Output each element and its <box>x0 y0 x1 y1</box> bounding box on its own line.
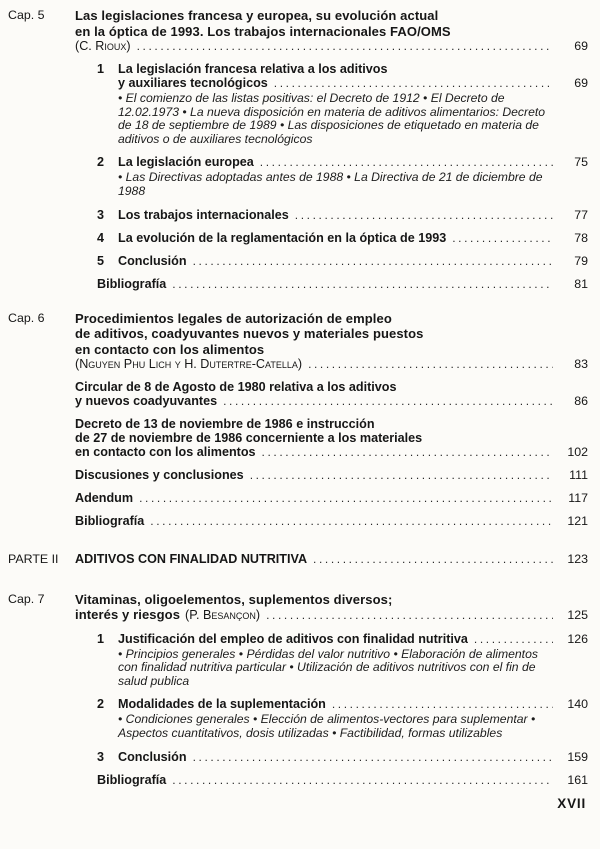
part-2-label: PARTE II <box>8 552 59 567</box>
chapter-5-author-row <box>75 39 588 53</box>
item-number: 3 <box>97 749 105 764</box>
page-number: 75 <box>574 155 588 170</box>
page-number: 81 <box>574 276 588 291</box>
chapter-7-title-line-1: Vitaminas, oligoelementos, suplementos diversos; <box>75 591 393 607</box>
toc-item <box>97 750 588 764</box>
item-number: 1 <box>97 62 105 76</box>
dot-leader <box>295 208 553 222</box>
item-label: Conclusión <box>118 253 187 268</box>
item-description: • Principios generales • Pérdidas del valor nutritivo • Elaboración de alimentos con finalidad nutritiva particular • Utilización de aditivos nutritivos con el fin de salud publica <box>118 646 538 688</box>
dot-leader <box>193 254 553 268</box>
item-label: Los trabajos internacionales <box>118 207 289 222</box>
page-number: 69 <box>574 76 588 90</box>
page-number: 69 <box>574 39 588 53</box>
dot-leader <box>150 514 553 528</box>
item-number: 3 <box>97 207 105 222</box>
part-2-title-row <box>75 552 588 566</box>
dot-leader <box>137 39 553 53</box>
item-description: • El comienzo de las listas positivas: el Decreto de 1912 • El Decreto de 12.02.1973 • La nueva disposición en materia de aditivos alimentarios: Decreto de 18 de septiembre de 1989 • Las disposiciones de etiquetado en materia de aditivos o de auxiliares tecnológicos <box>118 91 546 146</box>
part-2-section <box>8 552 588 568</box>
dot-leader <box>223 394 553 408</box>
dot-leader <box>474 632 553 646</box>
toc-item-bibliography <box>75 514 588 528</box>
dot-leader <box>172 277 553 291</box>
item-label: Conclusión <box>118 749 187 764</box>
page-number: 117 <box>568 491 588 506</box>
page-number: 78 <box>574 230 588 245</box>
chapter-6-author: (Nguyen Phu Lich y H. Dutertre-Catella) <box>75 357 303 372</box>
page-number: 102 <box>567 445 588 460</box>
toc-item <box>75 491 588 505</box>
dot-leader <box>262 445 553 459</box>
dot-leader <box>266 608 553 622</box>
page-folio: XVII <box>557 795 586 811</box>
chapter-7-label: Cap. 7 <box>8 591 45 606</box>
dot-leader <box>172 773 553 787</box>
dot-leader <box>332 697 553 711</box>
item-label-line: y auxiliares tecnológicos <box>118 76 268 90</box>
chapter-5-title-line-2: en la óptica de 1993. Los trabajos internacionales FAO/OMS <box>75 23 451 39</box>
chapter-5-section <box>8 8 588 291</box>
toc-item <box>75 380 588 408</box>
toc-item-bibliography <box>97 773 588 787</box>
item-number: 2 <box>97 697 105 712</box>
item-label: Adendum <box>75 491 134 506</box>
item-number: 4 <box>97 230 105 245</box>
chapter-7-author: (P. Besançon) <box>185 608 261 623</box>
item-label: Bibliografía <box>75 514 145 529</box>
chapter-5-title-line-1: Las legislaciones francesa y europea, su evolución actual <box>75 8 439 23</box>
item-description: • Las Directivas adoptadas antes de 1988 • La Directiva de 21 de diciembre de 1988 <box>118 170 543 198</box>
toc-item <box>75 417 588 459</box>
page-number: 126 <box>567 631 588 646</box>
chapter-7-title-line-2: interés y riesgos <box>75 607 181 623</box>
dot-leader <box>274 76 553 90</box>
chapter-5-author: (C. Rioux) <box>75 39 131 53</box>
item-label: Bibliografía <box>97 772 167 787</box>
item-label: Justificación del empleo de aditivos con finalidad nutritiva <box>118 631 468 646</box>
toc-item-bibliography <box>97 277 588 291</box>
page-number: 77 <box>574 207 588 222</box>
chapter-7-section <box>8 592 588 787</box>
item-label-line: de 27 de noviembre de 1986 concerniente a los materiales <box>75 431 423 446</box>
page-number: 121 <box>567 514 588 529</box>
dot-leader <box>452 231 553 245</box>
item-label: La legislación europea <box>118 155 254 170</box>
toc-item <box>97 697 588 740</box>
chapter-6-author-row <box>75 357 588 371</box>
chapter-6-label: Cap. 6 <box>8 310 45 325</box>
item-number: 1 <box>97 631 105 646</box>
item-label: Modalidades de la suplementación <box>118 697 326 712</box>
toc-item <box>97 254 588 268</box>
toc-item <box>75 468 588 482</box>
item-label-line: Decreto de 13 de noviembre de 1986 e instrucción <box>75 417 375 432</box>
item-label-line: en contacto con los alimentos <box>75 445 256 460</box>
dot-leader <box>139 491 553 505</box>
page-number: 140 <box>567 697 588 712</box>
item-label-line: La legislación francesa relativa a los aditivos <box>118 62 388 76</box>
item-number: 2 <box>97 155 105 170</box>
chapter-6-title-line-2: de aditivos, coadyuvantes nuevos y materiales puestos <box>75 326 424 342</box>
item-label-line: y nuevos coadyuvantes <box>75 394 218 409</box>
item-label-line: Circular de 8 de Agosto de 1980 relativa a los aditivos <box>75 380 397 395</box>
dot-leader <box>260 155 553 169</box>
item-number: 5 <box>97 253 105 268</box>
page-number: 123 <box>567 552 588 567</box>
page-number: 161 <box>567 772 588 787</box>
dot-leader <box>313 552 553 566</box>
dot-leader <box>250 468 553 482</box>
item-label: La evolución de la reglamentación en la óptica de 1993 <box>118 230 447 245</box>
toc-item <box>97 231 588 245</box>
dot-leader <box>193 750 553 764</box>
toc-item <box>97 155 588 198</box>
chapter-6-section <box>8 311 588 529</box>
page-number: 83 <box>574 357 588 372</box>
chapter-6-title-line-3: en contacto con los alimentos <box>75 341 265 357</box>
toc-item <box>97 632 588 689</box>
item-description: • Condiciones generales • Elección de alimentos-vectores para suplementar • Aspectos cuantitativos, dosis utilizadas • Factibilidad, formas utilizables <box>118 712 536 740</box>
page-number: 111 <box>569 468 588 483</box>
page-number: 125 <box>567 608 588 623</box>
page-number: 159 <box>567 749 588 764</box>
page-number: 86 <box>574 394 588 409</box>
chapter-6-title-line-1: Procedimientos legales de autorización de empleo <box>75 310 392 326</box>
item-label: Discusiones y conclusiones <box>75 468 244 483</box>
item-label: Bibliografía <box>97 276 167 291</box>
dot-leader <box>308 357 553 371</box>
toc-item <box>97 208 588 222</box>
part-2-title: ADITIVOS CON FINALIDAD NUTRITIVA <box>75 552 308 567</box>
chapter-7-title-row <box>75 607 588 623</box>
chapter-5-label: Cap. 5 <box>8 8 45 22</box>
toc-item <box>97 62 588 146</box>
page-number: 79 <box>574 253 588 268</box>
